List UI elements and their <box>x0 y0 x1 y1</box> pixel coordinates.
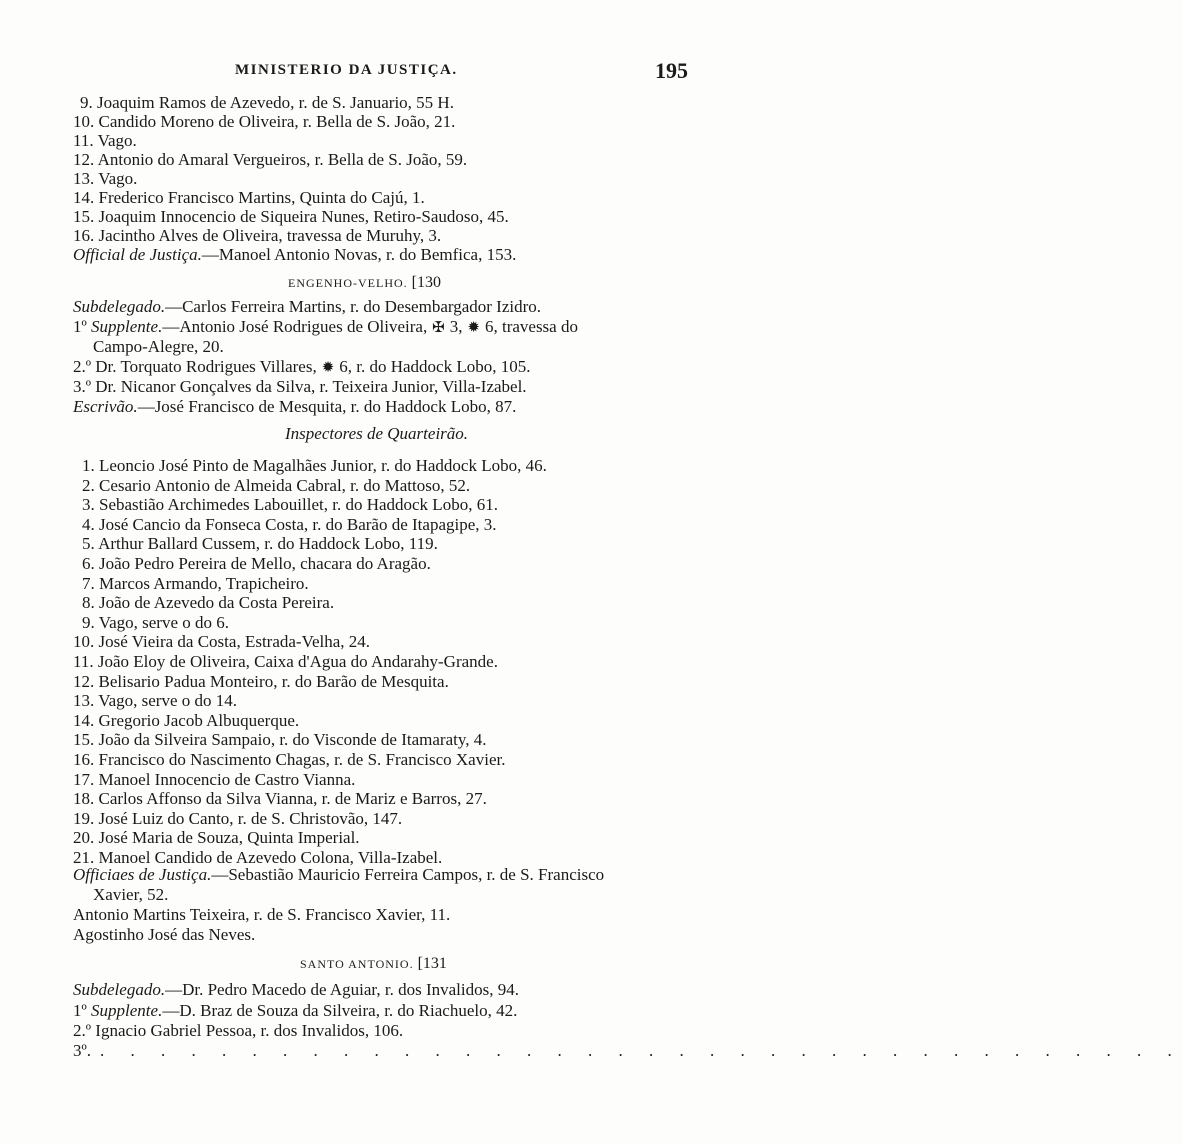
escrivao: Escrivão.—José Francisco de Mesquita, r. do Haddock Lobo, 87. <box>73 397 517 416</box>
section-ref: [130 <box>411 274 441 291</box>
section-ref: [131 <box>417 955 447 972</box>
inspectores-title: Inspectores de Quarteirão. <box>285 424 469 443</box>
supplente-2: 2.º Ignacio Gabriel Pessoa, r. dos Invalidos, 106. <box>73 1021 404 1040</box>
supplente-2: 2.º Dr. Torquato Rodrigues Villares, ✹ 6, r. do Haddock Lobo, 105. <box>73 357 531 376</box>
subdelegado: Subdelegado.—Dr. Pedro Macedo de Aguiar, r. dos Invalidos, 94. <box>73 980 519 999</box>
inspector-item: 18. Carlos Affonso da Silva Vianna, r. de Mariz e Barros, 27. <box>73 789 487 808</box>
inspector-item: 10. José Vieira da Costa, Estrada-Velha, 24. <box>73 632 371 651</box>
inspector-item: 5. Arthur Ballard Cussem, r. do Haddock Lobo, 119. <box>82 534 438 553</box>
inspector-item: 11. João Eloy de Oliveira, Caixa d'Agua do Andarahy-Grande. <box>73 652 498 671</box>
inspector-item: 6. João Pedro Pereira de Mello, chacara do Aragão. <box>82 554 431 573</box>
inspector-item: 1. Leoncio José Pinto de Magalhães Junior, r. do Haddock Lobo, 46. <box>82 456 547 475</box>
inspector-item: 3. Sebastião Archimedes Labouillet, r. do Haddock Lobo, 61. <box>82 495 498 514</box>
inspector-item: 4. José Cancio da Fonseca Costa, r. do Barão de Itapagipe, 3. <box>82 515 497 534</box>
running-title: MINISTERIO DA JUSTIÇA. <box>235 62 458 78</box>
cross-icon: ✠ <box>432 320 445 336</box>
list-item: 9. Joaquim Ramos de Azevedo, r. de S. Januario, 55 H. <box>80 93 454 112</box>
supplente-1: 1º Supplente.—D. Braz de Souza da Silveira, r. do Riachuelo, 42. <box>73 1001 518 1020</box>
extra-official: Antonio Martins Teixeira, r. de S. Francisco Xavier, 11. <box>73 905 451 924</box>
inspector-item: 9. Vago, serve o do 6. <box>82 613 230 632</box>
section-title-engenho-velho: ENGENHO-VELHO. [130 <box>288 274 441 291</box>
inspector-item: 16. Francisco do Nascimento Chagas, r. de S. Francisco Xavier. <box>73 750 506 769</box>
subdelegado: Subdelegado.—Carlos Ferreira Martins, r. do Desembargador Izidro. <box>73 297 542 316</box>
list-item: 10. Candido Moreno de Oliveira, r. Bella de S. João, 21. <box>73 112 456 131</box>
list-item: 13. Vago. <box>73 169 138 188</box>
supplente-1-cont: Campo-Alegre, 20. <box>93 337 224 356</box>
section-title-santo-antonio: SANTO ANTONIO. [131 <box>300 955 447 972</box>
list-item: 12. Antonio do Amaral Vergueiros, r. Bella de S. João, 59. <box>73 150 468 169</box>
inspector-item: 7. Marcos Armando, Trapicheiro. <box>82 574 309 593</box>
inspector-item: 21. Manoel Candido de Azevedo Colona, Villa-Izabel. <box>73 848 443 867</box>
list-item: 16. Jacintho Alves de Oliveira, travessa de Muruhy, 3. <box>73 226 442 245</box>
extra-official: Agostinho José das Neves. <box>73 925 256 944</box>
officiaes-de-justica: Officiaes de Justiça.—Sebastião Mauricio Ferreira Campos, r. de S. Francisco <box>73 865 605 884</box>
inspector-item: 2. Cesario Antonio de Almeida Cabral, r. do Mattoso, 52. <box>82 476 471 495</box>
inspector-item: 12. Belisario Padua Monteiro, r. do Barão de Mesquita. <box>73 672 449 691</box>
inspector-item: 17. Manoel Innocencio de Castro Vianna. <box>73 770 356 789</box>
supplente-3: 3º. <box>73 1041 92 1060</box>
list-item: 15. Joaquim Innocencio de Siqueira Nunes, Retiro-Saudoso, 45. <box>73 207 509 226</box>
official-de-justica: Official de Justiça.—Manoel Antonio Novas, r. do Bemfica, 153. <box>73 245 517 264</box>
supplente-3: 3.º Dr. Nicanor Gonçalves da Silva, r. Teixeira Junior, Villa-Izabel. <box>73 377 527 396</box>
page-number: 195 <box>655 58 688 83</box>
inspector-item: 8. João de Azevedo da Costa Pereira. <box>82 593 335 612</box>
officiaes-cont: Xavier, 52. <box>93 885 169 904</box>
inspector-item: 20. José Maria de Souza, Quinta Imperial. <box>73 828 360 847</box>
inspector-item: 19. José Luiz do Canto, r. de S. Christovão, 147. <box>73 809 403 828</box>
medal-icon: ✹ <box>467 320 480 336</box>
medal-icon: ✹ <box>321 360 335 376</box>
list-item: 14. Frederico Francisco Martins, Quinta do Cajú, 1. <box>73 188 425 207</box>
inspector-item: 15. João da Silveira Sampaio, r. do Visconde de Itamaraty, 4. <box>73 730 487 749</box>
page-header <box>0 58 768 88</box>
list-item: 11. Vago. <box>73 131 137 150</box>
inspector-item: 14. Gregorio Jacob Albuquerque. <box>73 711 300 730</box>
inspector-item: 13. Vago, serve o do 14. <box>73 691 238 710</box>
dotted-leader: . . . . . . . . . . . . . . . . . . . . . . . . . . . . . . . . . . . . <box>100 1041 1183 1060</box>
supplente-1: 1º Supplente.—Antonio José Rodrigues de Oliveira, ✠ 3, ✹ 6, travessa do <box>73 317 578 336</box>
